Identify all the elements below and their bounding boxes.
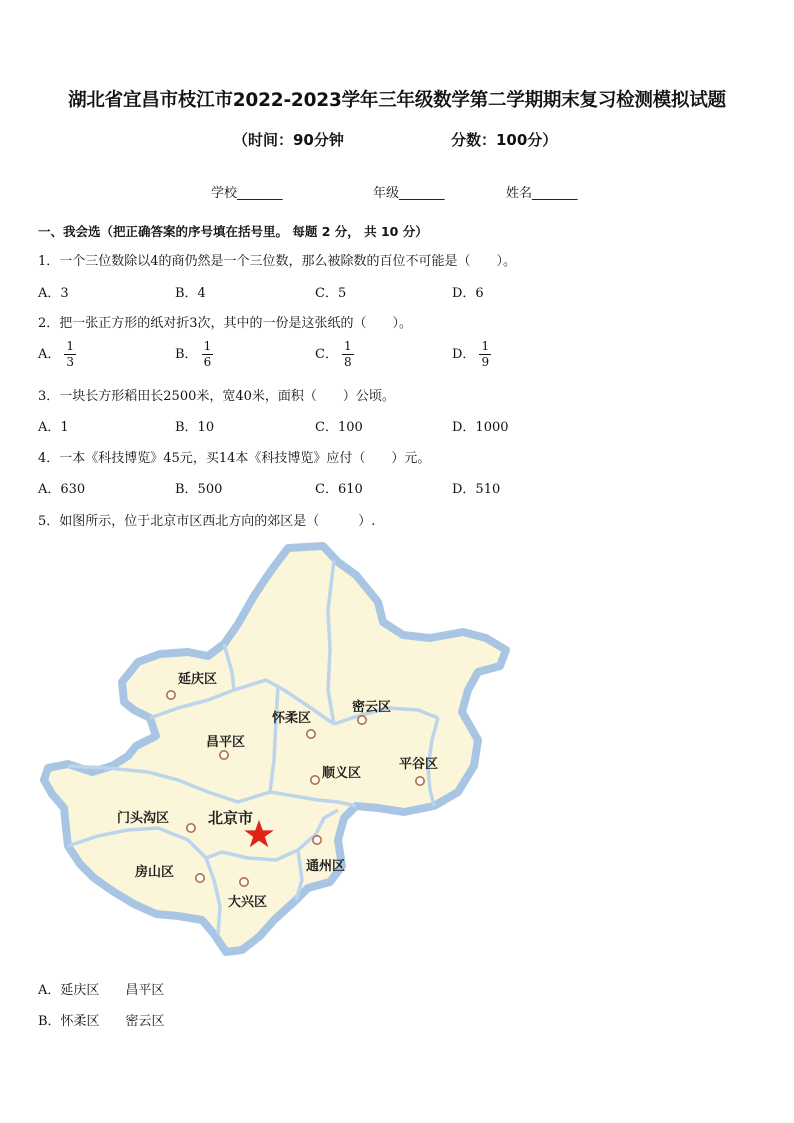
label-pinggu: 平谷区 <box>399 757 439 772</box>
fraction-denominator: 8 <box>343 355 352 369</box>
q3-option-a[interactable]: A．1 <box>38 420 69 435</box>
pinggu-marker-icon <box>416 777 424 785</box>
q2-option-b-letter: B． <box>175 347 198 362</box>
fraction-denominator: 6 <box>203 355 212 369</box>
q5-option-b[interactable]: B．怀柔区 密云区 <box>38 1014 165 1029</box>
yanqing-marker-icon <box>167 691 175 699</box>
fraction <box>202 339 214 370</box>
label-tongzhou: 通州区 <box>306 859 346 874</box>
mentougou-marker-icon <box>187 824 195 832</box>
fraction <box>342 339 354 370</box>
tongzhou-marker-icon <box>313 836 321 844</box>
fraction-numerator: 1 <box>203 339 212 353</box>
q4-option-b[interactable]: B．500 <box>175 482 223 497</box>
changping-marker-icon <box>220 751 228 759</box>
q2-option-a-letter: A． <box>38 347 61 362</box>
label-capital: 北京市 <box>208 809 254 827</box>
q3-option-b[interactable]: B．10 <box>175 420 215 435</box>
label-fangshan: 房山区 <box>135 865 175 880</box>
q2-option-c-letter: C． <box>315 347 338 362</box>
fraction-numerator: 1 <box>66 339 75 353</box>
fraction <box>479 339 491 370</box>
q2-option-b[interactable] <box>175 339 213 370</box>
label-shunyi: 顺义区 <box>322 766 362 781</box>
name-field[interactable]: 姓名_______ <box>506 186 578 201</box>
q2-option-d-letter: D． <box>452 347 476 362</box>
question-1: 1．一个三位数除以4的商仍然是一个三位数，那么被除数的百位不可能是（ ）。 <box>38 254 517 269</box>
question-3: 3．一块长方形稻田长2500米，宽40米，面积（ ）公顷。 <box>38 389 395 404</box>
q4-option-a[interactable]: A．630 <box>38 482 86 497</box>
question-5: 5．如图所示，位于北京市区西北方向的郊区是（ ）. <box>38 514 376 529</box>
label-huairou: 怀柔区 <box>272 711 312 726</box>
q1-option-c[interactable]: C．5 <box>315 286 347 301</box>
exam-time: （时间：90分钟 <box>233 131 344 149</box>
q2-option-c[interactable] <box>315 339 354 370</box>
miyun-marker-icon <box>358 716 366 724</box>
fraction-denominator: 9 <box>481 355 490 369</box>
q4-option-d[interactable]: D．510 <box>452 482 501 497</box>
exam-score: 分数：100分） <box>451 131 558 149</box>
daxing-marker-icon <box>240 878 248 886</box>
label-daxing: 大兴区 <box>228 895 268 910</box>
question-4: 4．一本《科技博览》45元，买14本《科技博览》应付（ ）元。 <box>38 451 431 466</box>
fraction <box>64 339 76 370</box>
q2-option-d[interactable] <box>452 339 491 370</box>
grade-field[interactable]: 年级_______ <box>373 186 445 201</box>
fraction-numerator: 1 <box>343 339 352 353</box>
q1-option-d[interactable]: D．6 <box>452 286 484 301</box>
beijing-district-map <box>38 540 518 960</box>
label-changping: 昌平区 <box>206 735 246 750</box>
q2-option-a[interactable] <box>38 339 76 370</box>
fraction-numerator: 1 <box>481 339 490 353</box>
label-mentougou: 门头沟区 <box>117 811 170 826</box>
q5-option-a[interactable]: A．延庆区 昌平区 <box>38 983 165 998</box>
q3-option-c[interactable]: C．100 <box>315 420 363 435</box>
fangshan-marker-icon <box>196 874 204 882</box>
fraction-denominator: 3 <box>66 355 75 369</box>
section-heading: 一、我会选（把正确答案的序号填在括号里。 每题 2 分， 共 10 分） <box>38 224 428 239</box>
huairou-marker-icon <box>307 730 315 738</box>
shunyi-marker-icon <box>311 776 319 784</box>
q3-option-d[interactable]: D．1000 <box>452 420 509 435</box>
q4-option-c[interactable]: C．610 <box>315 482 363 497</box>
q1-option-b[interactable]: B．4 <box>175 286 206 301</box>
page-title: 湖北省宜昌市枝江市2022-2023学年三年级数学第二学期期末复习检测模拟试题 <box>68 90 726 111</box>
q1-option-a[interactable]: A．3 <box>38 286 69 301</box>
label-yanqing: 延庆区 <box>178 672 218 687</box>
school-field[interactable]: 学校_______ <box>211 186 283 201</box>
question-2: 2．把一张正方形的纸对折3次，其中的一份是这张纸的（ ）。 <box>38 316 413 331</box>
label-miyun: 密云区 <box>352 700 392 715</box>
